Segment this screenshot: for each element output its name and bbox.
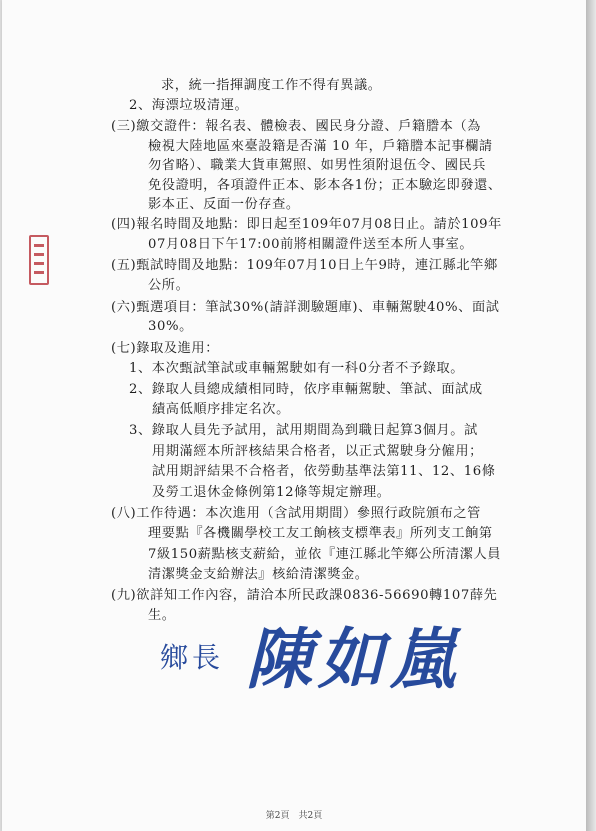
text-line: 影本正、反面一份存查。 xyxy=(148,197,300,212)
page-edge xyxy=(586,0,596,831)
text-line: 07月08日下午17:00前將相關證件送至本所人事室。 xyxy=(148,237,474,252)
text-line: 3、錄取人員先予試用，試用期間為到職日起算3個月。試 xyxy=(129,423,478,438)
text-line: 生。 xyxy=(148,608,176,623)
text-line: (九)欲詳知工作內容，請洽本所民政課0836-56690轉107薛先 xyxy=(111,588,498,603)
text-line: 2、海漂垃圾清運。 xyxy=(129,98,249,113)
text-line: 2、錄取人員總成績相同時，依序車輛駕駛、筆試、面試成 xyxy=(129,382,483,397)
seal-stamp xyxy=(29,235,49,285)
text-line: 30%。 xyxy=(148,319,193,334)
text-line: 1、本次甄試筆試或車輛駕駛如有一科0分者不予錄取。 xyxy=(129,361,465,376)
text-line: 及勞工退休金條例第12條等規定辦理。 xyxy=(152,485,391,500)
text-line: 7級150薪點核支薪給，並依『連江縣北竿鄉公所清潔人員 xyxy=(148,547,502,562)
text-line: 勿省略）、職業大貨車駕照、如男性須附退伍令、國民兵 xyxy=(148,158,487,173)
text-line: 清潔獎金支給辦法』核給清潔獎金。 xyxy=(148,567,369,582)
text-line: (六)甄選項目：筆試30%(請詳測驗題庫)、車輛駕駛40%、面試 xyxy=(111,300,500,315)
text-line: 績高低順序排定名次。 xyxy=(152,402,290,417)
text-line: (三)繳交證件：報名表、體檢表、國民身分證、戶籍謄本（為 xyxy=(111,119,481,134)
document-page xyxy=(2,0,586,831)
page-footer: 第2頁 共2頁 xyxy=(265,811,323,821)
text-line: 試用期評結果不合格者，依勞動基準法第11、12、16條 xyxy=(152,464,496,479)
text-line: 理要點『各機關學校工友工餉核支標準表』所列支工餉第 xyxy=(148,526,493,541)
signature-name: 陳如嵐 xyxy=(246,620,462,698)
text-line: (七)錄取及進用： xyxy=(111,341,220,356)
text-line: (四)報名時間及地點：即日起至109年07月08日止。請於109年 xyxy=(111,217,502,232)
text-line: 免役證明，各項證件正本、影本各1份；正本驗迄即發還、 xyxy=(148,178,502,193)
text-line: 公所。 xyxy=(148,278,190,293)
text-line: (八)工作待遇：本次進用（含試用期間）參照行政院頒布之管 xyxy=(111,506,481,521)
text-line: (五)甄試時間及地點：109年07月10日上午9時，連江縣北竿鄉 xyxy=(111,258,498,273)
text-line: 用期滿經本所評核結果合格者，以正式駕駛身分僱用； xyxy=(152,444,483,459)
signature-title: 鄉長 xyxy=(160,641,225,674)
text-line: 檢視大陸地區來臺設籍是否滿 10 年，戶籍謄本記事欄請 xyxy=(148,139,493,154)
text-line: 求，統一指揮調度工作不得有異議。 xyxy=(161,78,382,93)
